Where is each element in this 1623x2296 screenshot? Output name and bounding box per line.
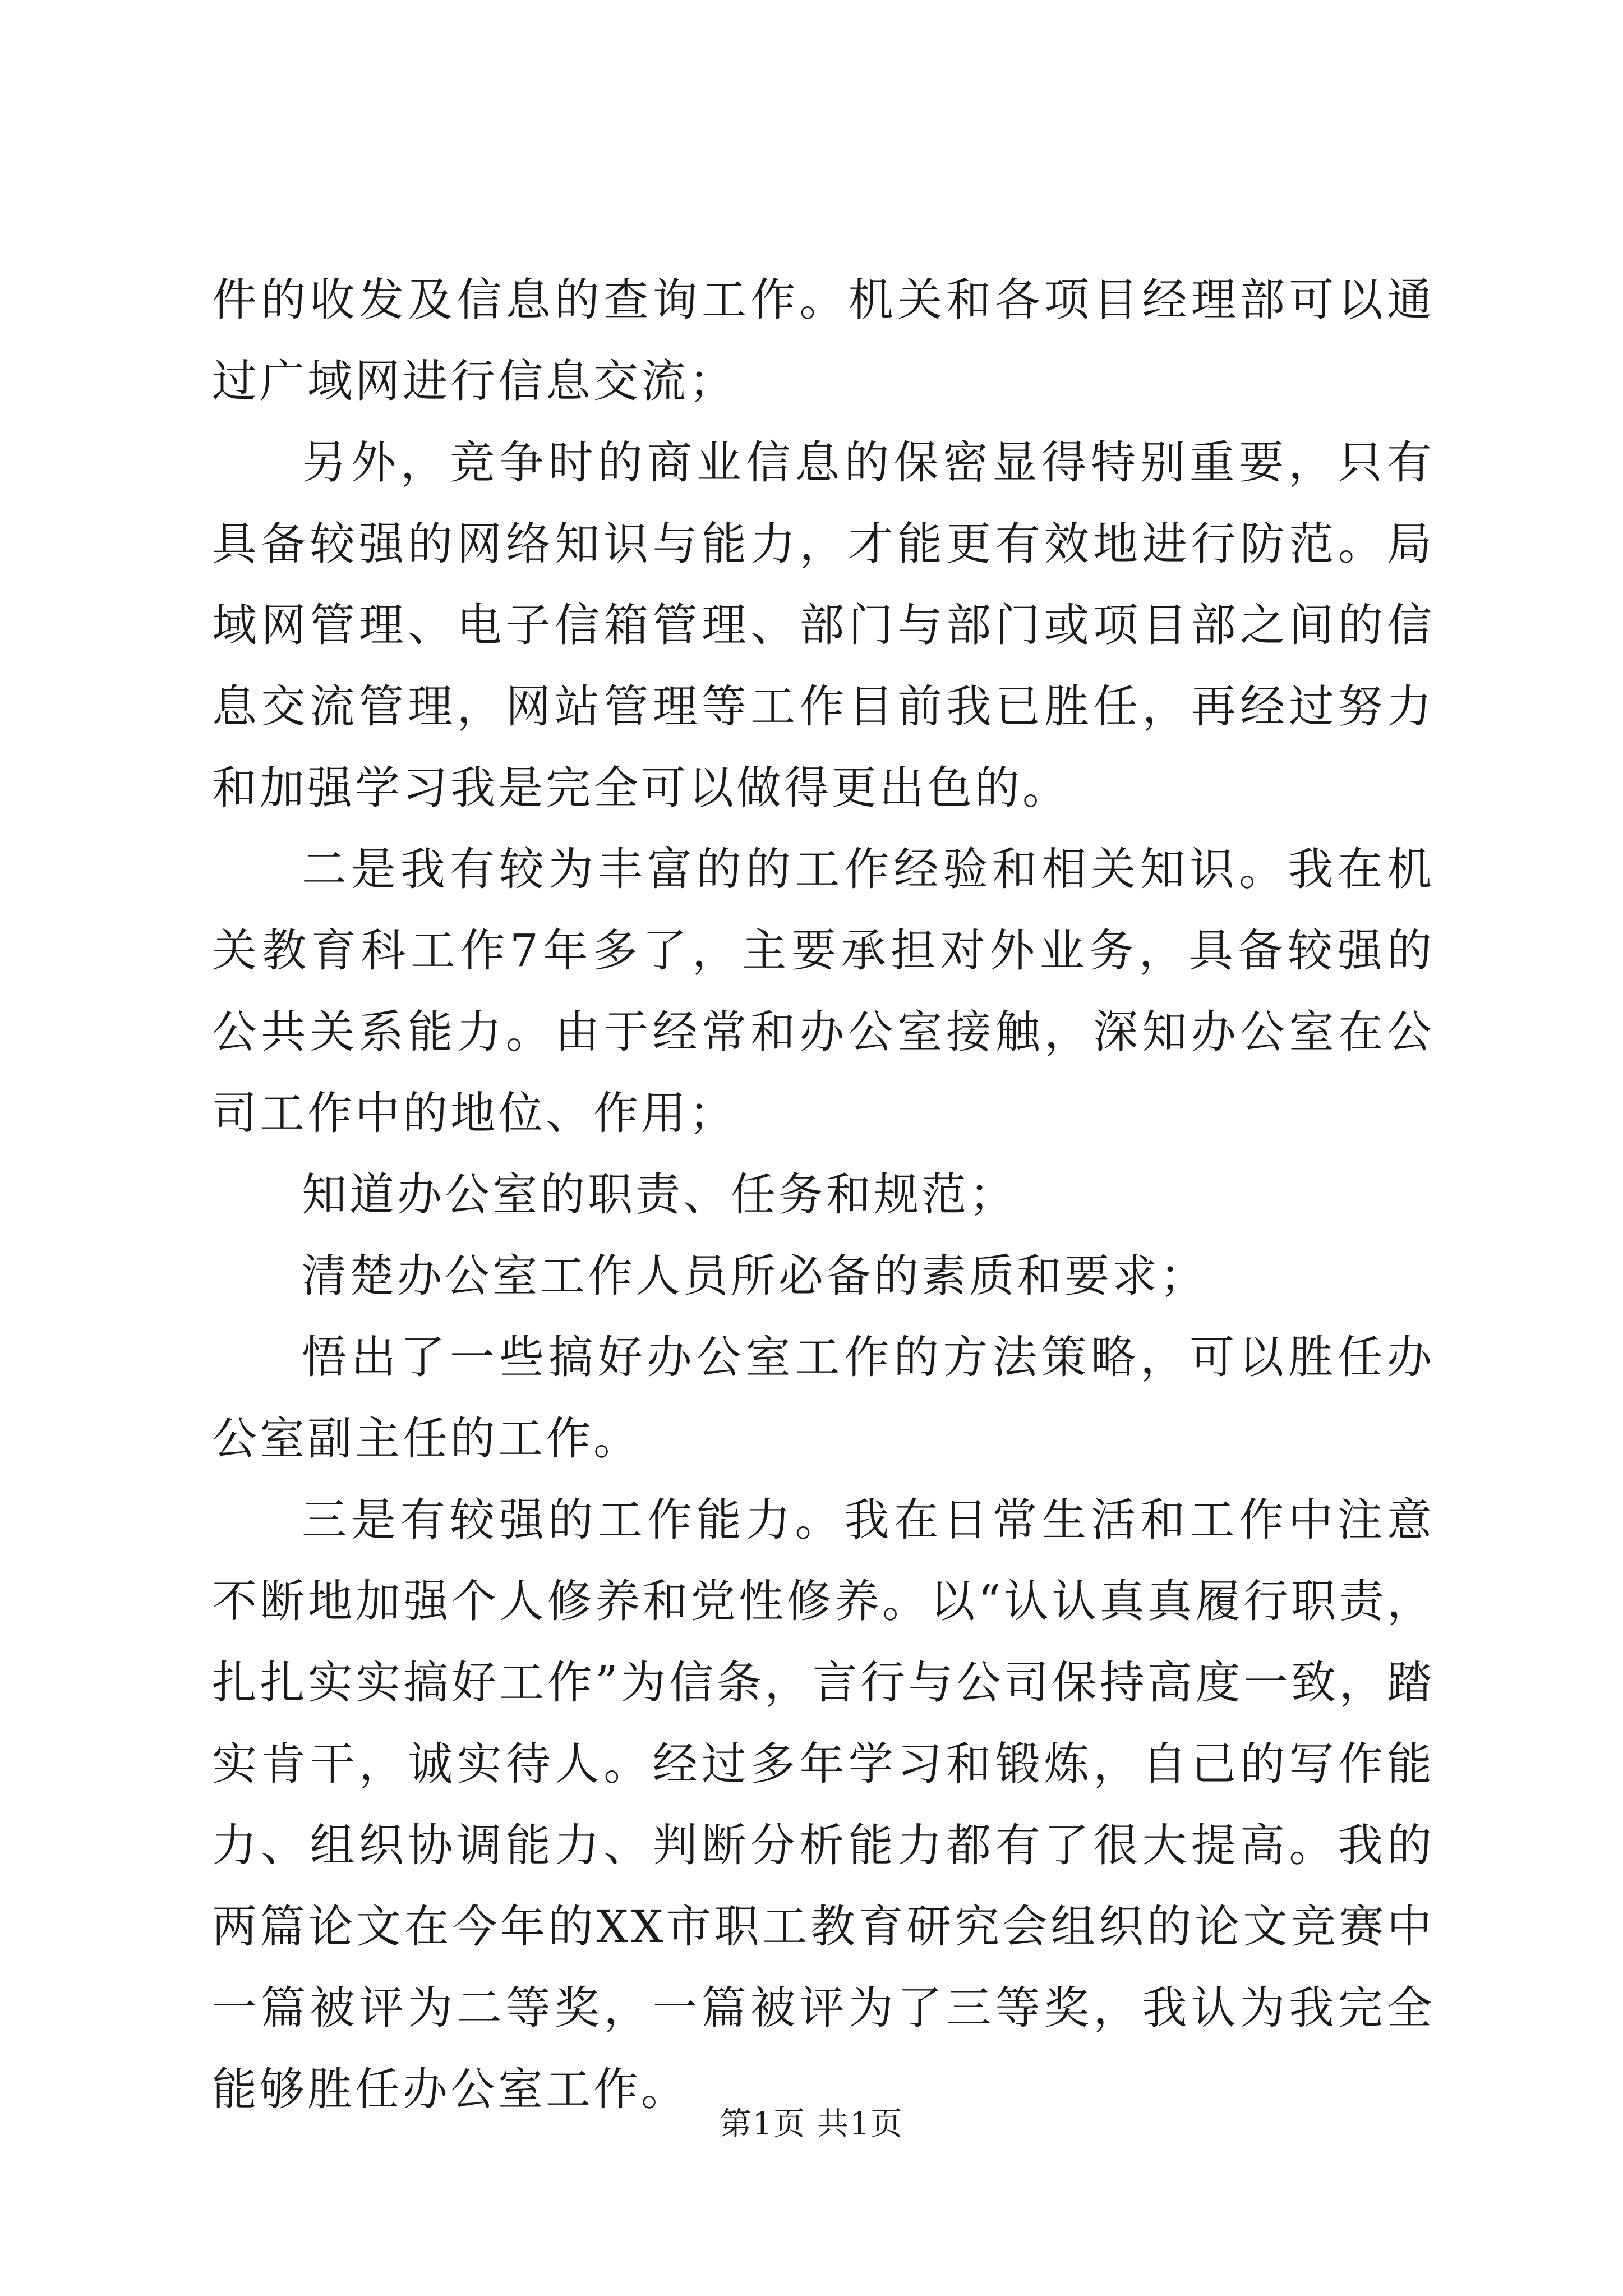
paragraph-qualities: 清楚办公室工作人员所必备的素质和要求； [302, 1250, 1207, 1302]
paragraph-experience: 二是我有较为丰富的的工作经验和相关知识。我在机关教育科工作7年多了，主要承担对外业务，具备较强的公共关系能力。由于经常和办公室接触，深知办公室在公司工作中的地位、作用； [212, 843, 1435, 1139]
paragraph-methods: 悟出了一些搞好办公室工作的方法策略，可以胜任办公室副主任的工作。 [212, 1331, 1435, 1465]
paragraph-ability: 三是有较强的工作能力。我在日常生活和工作中注意不断地加强个人修养和党性修养。以“认认真真履行职责，扎扎实实搞好工作”为信条，言行与公司保持高度一致，踏实肯干，诚实待人。经过多年学习和锻炼，自己的写作能力、组织协调能力、判断分析能力都有了很大提高。我的两篇论文在今年的XX市职工教育研究会组织的论文竞赛中一篇被评为二等奖，一篇被评为了三等奖，我认为我完全能够胜任办公室工作。 [212, 1494, 1435, 2115]
document-body [212, 259, 1435, 2130]
paragraph-confidentiality: 另外，竞争时的商业信息的保密显得特别重要，只有具备较强的网络知识与能力，才能更有效地进行防范。局域网管理、电子信箱管理、部门与部门或项目部之间的信息交流管理，网站管理等工作目前我已胜任，再经过努力和加强学习我是完全可以做得更出色的。 [212, 436, 1435, 814]
paragraph-continuation: 件的收发及信息的查询工作。机关和各项目经理部可以通过广域网进行信息交流； [212, 274, 1435, 407]
paragraph-duties: 知道办公室的职责、任务和规范； [302, 1168, 1017, 1221]
page-footer: 第1页 共1页 [720, 2106, 903, 2142]
